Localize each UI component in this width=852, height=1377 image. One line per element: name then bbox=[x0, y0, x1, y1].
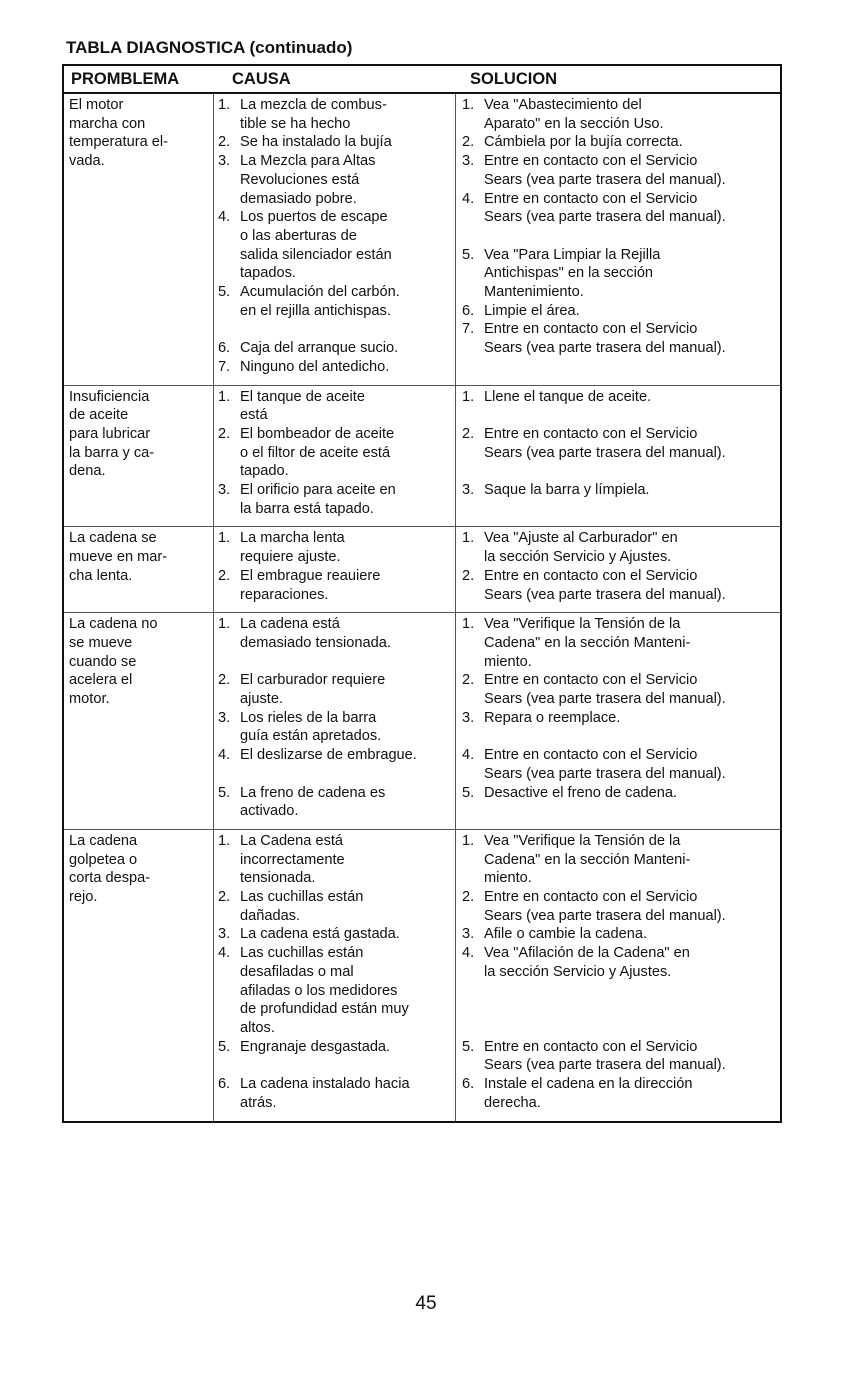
solution-line: la sección Servicio y Ajustes. bbox=[484, 963, 672, 980]
cause-line: de profundidad están muy bbox=[240, 1001, 409, 1018]
solution-line: Repara o reemplace. bbox=[484, 709, 621, 726]
problem-line: temperatura el- bbox=[69, 134, 168, 151]
cause-line: La cadena está bbox=[240, 616, 340, 633]
page-title: TABLA DIAGNOSTICA (continuado) bbox=[66, 38, 353, 57]
problem-line: mueve en mar- bbox=[69, 549, 168, 566]
solution-number: 1. bbox=[462, 97, 475, 113]
solution-number: 1. bbox=[462, 530, 475, 547]
cause-line: Ninguno del antedicho. bbox=[240, 358, 390, 375]
cause-item bbox=[218, 567, 455, 604]
solution-item bbox=[462, 190, 780, 246]
solution-number: 1. bbox=[462, 832, 475, 849]
solution-text bbox=[484, 152, 780, 189]
cause-text bbox=[240, 832, 455, 888]
cause-number: 2. bbox=[218, 425, 231, 442]
cause-line: Se ha instalado la bujía bbox=[240, 134, 392, 151]
cause-line: tapados. bbox=[240, 265, 296, 282]
cause-number: 2. bbox=[218, 134, 231, 151]
problem-line: rejo. bbox=[69, 889, 98, 906]
solution-line: Vea "Verifique la Tensión de la bbox=[484, 832, 681, 849]
problem-line: vada. bbox=[69, 153, 105, 170]
cause-line: tapado. bbox=[240, 463, 289, 480]
solution-line bbox=[484, 982, 780, 1001]
cause-line: El carburador requiere bbox=[240, 672, 386, 689]
cause-line: Los puertos de escape bbox=[240, 209, 388, 226]
solution-line: Sears (vea parte trasera del manual). bbox=[484, 444, 726, 461]
cause-line: desafiladas o mal bbox=[240, 963, 354, 980]
solution-text bbox=[484, 190, 780, 246]
solution-item bbox=[462, 709, 780, 746]
cause-item bbox=[218, 425, 455, 481]
solution-item bbox=[462, 529, 780, 566]
table-row bbox=[64, 829, 780, 1121]
cause-number: 3. bbox=[218, 153, 231, 170]
problem-line: La cadena bbox=[69, 832, 138, 849]
solution-line: Sears (vea parte trasera del manual). bbox=[484, 907, 726, 924]
cause-line: incorrectamente bbox=[240, 851, 345, 868]
solution-text bbox=[484, 481, 780, 500]
cause-number: 1. bbox=[218, 388, 231, 405]
solution-item bbox=[462, 302, 780, 321]
solution-cell bbox=[455, 613, 780, 829]
solution-text bbox=[484, 888, 780, 925]
cause-cell bbox=[213, 613, 455, 829]
cause-text bbox=[240, 283, 455, 339]
cause-text bbox=[240, 671, 455, 708]
cause-item bbox=[218, 133, 455, 152]
cause-line: Los rieles de la barra bbox=[240, 709, 377, 726]
table-row bbox=[64, 385, 780, 527]
cause-item bbox=[218, 481, 455, 518]
cause-number: 1. bbox=[218, 97, 231, 113]
solution-text bbox=[484, 246, 780, 302]
cause-number: 4. bbox=[218, 945, 231, 962]
cause-cell bbox=[213, 94, 455, 385]
solution-line: Antichispas" en la sección bbox=[484, 265, 654, 282]
solution-line: Mantenimiento. bbox=[484, 284, 584, 301]
solution-line: Aparato" en la sección Uso. bbox=[484, 115, 664, 132]
solution-text bbox=[484, 96, 780, 133]
solution-number: 2. bbox=[462, 889, 475, 906]
cause-line: El tanque de aceite bbox=[240, 388, 365, 405]
cause-item bbox=[218, 152, 455, 208]
cause-line: Caja del arranque sucio. bbox=[240, 340, 399, 357]
cause-number: 2. bbox=[218, 889, 231, 906]
cause-text bbox=[240, 152, 455, 208]
solution-line bbox=[484, 462, 780, 481]
cause-number: 6. bbox=[218, 1076, 231, 1093]
solution-number: 7. bbox=[462, 321, 475, 338]
solution-line: Vea "Afilación de la Cadena" en bbox=[484, 945, 690, 962]
cause-text bbox=[240, 481, 455, 518]
solution-item bbox=[462, 925, 780, 944]
solution-number: 4. bbox=[462, 945, 475, 962]
cause-line: El embrague reauiere bbox=[240, 567, 381, 584]
cause-number: 5. bbox=[218, 284, 231, 301]
solution-number: 2. bbox=[462, 134, 475, 151]
cause-item bbox=[218, 208, 455, 283]
solution-text bbox=[484, 133, 780, 152]
solution-line bbox=[484, 227, 780, 246]
problem-cell bbox=[64, 386, 213, 527]
problem-line: para lubricar bbox=[69, 425, 151, 442]
solution-item bbox=[462, 615, 780, 671]
cause-number: 1. bbox=[218, 530, 231, 547]
solution-line: Instale el cadena en la dirección bbox=[484, 1076, 693, 1093]
solution-text bbox=[484, 1075, 780, 1112]
solution-line: Entre en contacto con el Servicio bbox=[484, 672, 698, 689]
solution-cell bbox=[455, 386, 780, 527]
cause-line: El orificio para aceite en bbox=[240, 482, 396, 499]
problem-cell bbox=[64, 94, 213, 385]
cause-item bbox=[218, 671, 455, 708]
solution-line: Llene el tanque de aceite. bbox=[484, 388, 652, 405]
solution-line: Entre en contacto con el Servicio bbox=[484, 747, 698, 764]
cause-line: requiere ajuste. bbox=[240, 549, 341, 566]
solution-line bbox=[484, 1019, 780, 1038]
problem-line: motor. bbox=[69, 691, 110, 708]
cause-number: 5. bbox=[218, 784, 231, 801]
solution-line: Entre en contacto con el Servicio bbox=[484, 153, 698, 170]
cause-item bbox=[218, 925, 455, 944]
cause-line: demasiado pobre. bbox=[240, 190, 357, 207]
header-solucion: SOLUCION bbox=[470, 70, 558, 88]
cause-item bbox=[218, 358, 455, 377]
cause-line: Revoluciones está bbox=[240, 171, 360, 188]
cause-line: El bombeador de aceite bbox=[240, 425, 395, 442]
solution-number: 4. bbox=[462, 747, 475, 764]
cause-number: 2. bbox=[218, 672, 231, 689]
cause-line: La cadena instalado hacia bbox=[240, 1076, 410, 1093]
cause-item bbox=[218, 283, 455, 339]
cause-line bbox=[240, 765, 455, 784]
cause-number: 7. bbox=[218, 358, 231, 375]
solution-item bbox=[462, 1038, 780, 1075]
cause-number: 4. bbox=[218, 747, 231, 764]
cause-text bbox=[240, 1075, 455, 1112]
solution-line: Sears (vea parte trasera del manual). bbox=[484, 171, 726, 188]
cause-text bbox=[240, 944, 455, 1038]
solution-item bbox=[462, 246, 780, 302]
problem-line: golpetea o bbox=[69, 851, 138, 868]
cause-line bbox=[240, 320, 455, 339]
header-problema: PROMBLEMA bbox=[71, 70, 180, 88]
cause-line: tible se ha hecho bbox=[240, 115, 351, 132]
cause-item bbox=[218, 832, 455, 888]
cause-number: 3. bbox=[218, 926, 231, 943]
solution-text bbox=[484, 746, 780, 783]
solution-number: 3. bbox=[462, 926, 475, 943]
cause-line: o el filtor de aceite está bbox=[240, 444, 391, 461]
cause-text bbox=[240, 529, 455, 566]
solution-text bbox=[484, 832, 780, 888]
cause-line: La Mezcla para Altas bbox=[240, 153, 376, 170]
solution-text bbox=[484, 425, 780, 481]
solution-text bbox=[484, 925, 780, 944]
solution-line: Limpie el área. bbox=[484, 302, 580, 319]
cause-line: guía están apretados. bbox=[240, 728, 382, 745]
cause-text bbox=[240, 358, 455, 377]
solution-number: 2. bbox=[462, 672, 475, 689]
problem-line: acelera el bbox=[69, 672, 133, 689]
table-body bbox=[64, 94, 780, 1121]
cause-number: 2. bbox=[218, 567, 231, 584]
solution-item bbox=[462, 320, 780, 376]
cause-line: altos. bbox=[240, 1020, 275, 1036]
solution-line: Entre en contacto con el Servicio bbox=[484, 321, 698, 338]
problem-cell bbox=[64, 830, 213, 1121]
problem-line: corta despa- bbox=[69, 870, 151, 887]
table-row bbox=[64, 94, 780, 385]
cause-line: salida silenciador están bbox=[240, 246, 392, 263]
solution-text bbox=[484, 529, 780, 566]
cause-text bbox=[240, 339, 455, 358]
cause-item bbox=[218, 709, 455, 746]
solution-line: Sears (vea parte trasera del manual). bbox=[484, 586, 726, 603]
cause-line: La mezcla de combus- bbox=[240, 97, 387, 113]
cause-cell bbox=[213, 386, 455, 527]
solution-item bbox=[462, 425, 780, 481]
solution-text bbox=[484, 615, 780, 671]
solution-number: 1. bbox=[462, 616, 475, 633]
cause-line: dañadas. bbox=[240, 907, 301, 924]
diagnostic-table bbox=[62, 64, 782, 1123]
solution-text bbox=[484, 671, 780, 708]
cause-line: Acumulación del carbón. bbox=[240, 284, 400, 301]
solution-item bbox=[462, 133, 780, 152]
cause-line: la barra está tapado. bbox=[240, 500, 374, 517]
cause-item bbox=[218, 944, 455, 1038]
solution-line: Sears (vea parte trasera del manual). bbox=[484, 1057, 726, 1074]
cause-cell bbox=[213, 527, 455, 612]
solution-item bbox=[462, 784, 780, 803]
table-row bbox=[64, 612, 780, 829]
problem-line: La cadena no bbox=[69, 616, 158, 633]
cause-item bbox=[218, 96, 455, 133]
cause-line: Las cuchillas están bbox=[240, 889, 364, 906]
solution-number: 3. bbox=[462, 482, 475, 499]
cause-number: 1. bbox=[218, 832, 231, 849]
problem-line: se mueve bbox=[69, 634, 133, 651]
solution-item bbox=[462, 746, 780, 783]
cause-line: demasiado tensionada. bbox=[240, 634, 391, 651]
solution-text bbox=[484, 784, 780, 803]
solution-line bbox=[484, 358, 780, 377]
cause-number: 3. bbox=[218, 482, 231, 499]
problem-line: cuando se bbox=[69, 653, 137, 670]
solution-text bbox=[484, 302, 780, 321]
cause-item bbox=[218, 339, 455, 358]
solution-text bbox=[484, 320, 780, 376]
cause-item bbox=[218, 529, 455, 566]
cause-number: 1. bbox=[218, 616, 231, 633]
cause-item bbox=[218, 1075, 455, 1112]
cause-line: atrás. bbox=[240, 1094, 277, 1111]
page-number: 45 bbox=[415, 1293, 437, 1314]
cause-line: activado. bbox=[240, 803, 299, 820]
solution-text bbox=[484, 709, 780, 746]
cause-line: está bbox=[240, 407, 268, 424]
solution-line: Cámbiela por la bujía correcta. bbox=[484, 134, 683, 151]
cause-cell bbox=[213, 830, 455, 1121]
solution-number: 1. bbox=[462, 388, 475, 405]
solution-text bbox=[484, 388, 780, 425]
solution-line: miento. bbox=[484, 653, 532, 670]
cause-text bbox=[240, 709, 455, 746]
solution-number: 5. bbox=[462, 784, 475, 801]
solution-line bbox=[484, 406, 780, 425]
cause-text bbox=[240, 784, 455, 821]
cause-line: Las cuchillas están bbox=[240, 945, 364, 962]
solution-line: Entre en contacto con el Servicio bbox=[484, 567, 698, 584]
solution-line: Vea "Verifique la Tensión de la bbox=[484, 616, 681, 633]
solution-line: Saque la barra y límpiela. bbox=[484, 482, 650, 499]
solution-line bbox=[484, 727, 780, 746]
solution-line: Desactive el freno de cadena. bbox=[484, 784, 678, 801]
solution-number: 4. bbox=[462, 190, 475, 207]
solution-cell bbox=[455, 94, 780, 385]
cause-line: en el rejilla antichispas. bbox=[240, 302, 391, 319]
cause-line: reparaciones. bbox=[240, 586, 329, 603]
solution-item bbox=[462, 96, 780, 133]
solution-line: Vea "Ajuste al Carburador" en bbox=[484, 530, 678, 547]
cause-text bbox=[240, 925, 455, 944]
solution-text bbox=[484, 944, 780, 1037]
cause-line: El deslizarse de embrague. bbox=[240, 747, 417, 764]
solution-line bbox=[484, 1000, 780, 1019]
solution-number: 6. bbox=[462, 302, 475, 319]
problem-line: la barra y ca- bbox=[69, 444, 155, 461]
cause-item bbox=[218, 784, 455, 821]
solution-line: Sears (vea parte trasera del manual). bbox=[484, 765, 726, 782]
header-causa: CAUSA bbox=[232, 70, 291, 88]
solution-item bbox=[462, 567, 780, 604]
cause-text bbox=[240, 567, 455, 604]
solution-line: Sears (vea parte trasera del manual). bbox=[484, 209, 726, 226]
solution-text bbox=[484, 1038, 780, 1075]
solution-text bbox=[484, 567, 780, 604]
cause-text bbox=[240, 888, 455, 925]
cause-text bbox=[240, 425, 455, 481]
solution-line: Sears (vea parte trasera del manual). bbox=[484, 340, 726, 357]
cause-text bbox=[240, 388, 455, 425]
solution-item bbox=[462, 388, 780, 425]
problem-cell bbox=[64, 527, 213, 612]
solution-line: Afile o cambie la cadena. bbox=[484, 926, 648, 943]
solution-number: 3. bbox=[462, 153, 475, 170]
problem-line: dena. bbox=[69, 463, 106, 480]
solution-line: Entre en contacto con el Servicio bbox=[484, 425, 698, 442]
cause-text bbox=[240, 133, 455, 152]
table-header-row bbox=[64, 66, 780, 94]
cause-number: 4. bbox=[218, 209, 231, 226]
cause-line: afiladas o los medidores bbox=[240, 982, 398, 999]
solution-number: 2. bbox=[462, 425, 475, 442]
solution-item bbox=[462, 832, 780, 888]
cause-line: La freno de cadena es bbox=[240, 784, 386, 801]
cause-number: 6. bbox=[218, 340, 231, 357]
solution-item bbox=[462, 944, 780, 1037]
cause-item bbox=[218, 888, 455, 925]
cause-line bbox=[240, 653, 455, 672]
cause-item bbox=[218, 388, 455, 425]
cause-text bbox=[240, 1038, 455, 1075]
solution-line: Entre en contacto con el Servicio bbox=[484, 1038, 698, 1055]
solution-line: Sears (vea parte trasera del manual). bbox=[484, 691, 726, 708]
problem-line: La cadena se bbox=[69, 530, 157, 547]
problem-line: marcha con bbox=[69, 115, 146, 132]
cause-line: La marcha lenta bbox=[240, 530, 345, 547]
cause-text bbox=[240, 746, 455, 783]
solution-cell bbox=[455, 830, 780, 1121]
solution-line: Entre en contacto con el Servicio bbox=[484, 190, 698, 207]
solution-cell bbox=[455, 527, 780, 612]
problem-line: El motor bbox=[69, 97, 124, 113]
solution-line: Cadena" en la sección Manteni- bbox=[484, 634, 691, 651]
cause-line bbox=[240, 1056, 455, 1075]
cause-item bbox=[218, 1038, 455, 1075]
cause-line: La Cadena está bbox=[240, 832, 344, 849]
problem-cell bbox=[64, 613, 213, 829]
cause-line: ajuste. bbox=[240, 691, 283, 708]
solution-line: Vea "Abastecimiento del bbox=[484, 97, 642, 113]
solution-number: 6. bbox=[462, 1076, 475, 1093]
solution-line: Vea "Para Limpiar la Rejilla bbox=[484, 246, 661, 263]
solution-number: 5. bbox=[462, 246, 475, 263]
solution-line: Cadena" en la sección Manteni- bbox=[484, 851, 691, 868]
table-row bbox=[64, 526, 780, 612]
problem-line: de aceite bbox=[69, 407, 129, 424]
solution-item bbox=[462, 888, 780, 925]
cause-number: 3. bbox=[218, 709, 231, 726]
cause-text bbox=[240, 615, 455, 671]
cause-item bbox=[218, 746, 455, 783]
problem-line: cha lenta. bbox=[69, 567, 133, 584]
cause-text bbox=[240, 96, 455, 133]
cause-text bbox=[240, 208, 455, 283]
solution-item bbox=[462, 671, 780, 708]
cause-line: o las aberturas de bbox=[240, 227, 357, 244]
solution-line: Entre en contacto con el Servicio bbox=[484, 889, 698, 906]
solution-number: 3. bbox=[462, 709, 475, 726]
cause-line: tensionada. bbox=[240, 870, 316, 887]
cause-line: Engranaje desgastada. bbox=[240, 1038, 391, 1055]
solution-line: derecha. bbox=[484, 1094, 541, 1111]
solution-number: 2. bbox=[462, 567, 475, 584]
cause-line: La cadena está gastada. bbox=[240, 926, 400, 943]
cause-item bbox=[218, 615, 455, 671]
cause-number: 5. bbox=[218, 1038, 231, 1055]
solution-number: 5. bbox=[462, 1038, 475, 1055]
solution-item bbox=[462, 481, 780, 500]
solution-line: miento. bbox=[484, 870, 532, 887]
solution-line: la sección Servicio y Ajustes. bbox=[484, 549, 672, 566]
problem-line: Insuficiencia bbox=[69, 388, 150, 405]
solution-item bbox=[462, 1075, 780, 1112]
solution-item bbox=[462, 152, 780, 189]
